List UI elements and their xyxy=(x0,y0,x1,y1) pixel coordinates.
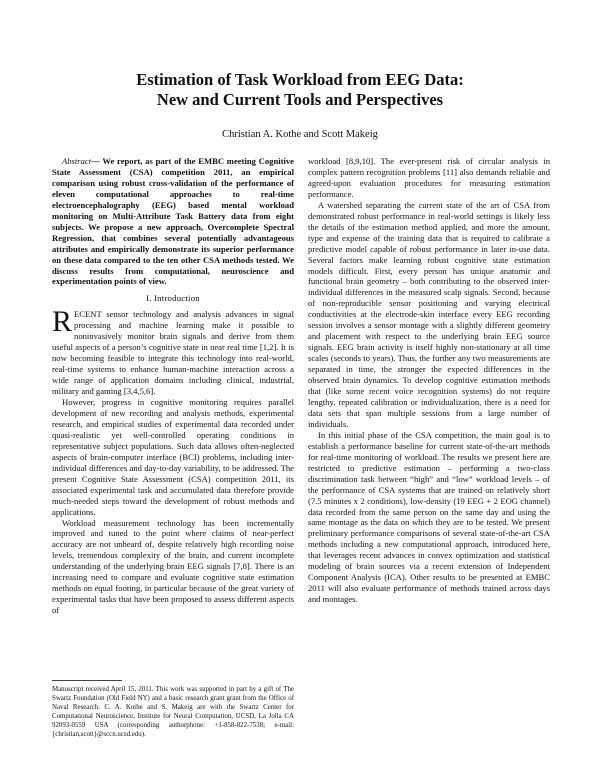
title-line-1: Estimation of Task Workload from EEG Data: xyxy=(136,70,464,89)
right-paragraph-1: workload [8,9,10]. The ever-present risk of circular analysis in complex pattern recognition problems [11] also demands reliable and agreed-upon evaluation procedures for measuring estimation performance. xyxy=(308,156,550,199)
abstract-label: Abstract xyxy=(62,156,92,166)
right-column xyxy=(308,156,550,605)
drop-cap: R xyxy=(52,305,73,339)
section-heading: I. Introduction xyxy=(146,293,200,304)
intro-paragraph-1 xyxy=(52,305,294,397)
footnote-rule xyxy=(52,680,122,681)
abstract-body: — We report, as part of the EMBC meeting Cognitive State Assessment (CSA) competition 2011, an empirical comparison using robust cross-validation of the performance of eleven computational approaches to real-time electroencephalography (EEG) based mental workload monitoring on Multi-Attribute Task Battery data from eight subjects. We propose a new approach, Overcomplete Spectral Regression, that combines several potentially advantageous attributes and empirically demonstrate its superior performance on these data compared to the ten other CSA methods tested. We discuss results from computational, neuroscience and experimentation points of view. xyxy=(52,156,294,287)
left-column xyxy=(52,156,294,616)
author-line: Christian A. Kothe and Scott Makeig xyxy=(222,129,378,140)
footnote: Manuscript received April 15, 2011. This work was supported in part by a gift of The Swartz Foundation (Old Field NY) and a basic research grant grant from the Office of Naval Research. C. A. Kothe and S. Makeig are with the Swartz Center for Computational Neuroscience, Institute for Neural Computation, UCSD, La Jolla CA 92093-0559 USA (corresponding authorphone: +1-858-822-7538; e-mail: {christian,scott}@sccn.ucsd.edu). xyxy=(52,686,294,738)
right-paragraph-3: In this initial phase of the CSA competition, the main goal is to establish a performance baseline for current state-of-the-art methods for real-time monitoring of workload. The results we present here are restricted to predictive estimation – performing a two-class discrimination task between “high” and “low” workload levels – of the performance of CSA systems that are trained on relatively short (7.5 minutes x 2 conditions), low-density (19 EEG + 2 EOG channel) data recorded from the same person on the same day and using the same montage as the data on which they are to be tested. We present preliminary performance comparisons of several state-of-the-art CSA methods including a new computational approach, introduced here, that leverages recent advances in convex optimization and statistical modeling of brain sources via a recent extension of Independent Component Analysis (ICA). Other results to be presented at EMBC 2011 will also evaluate performance of methods trained across days and montages. xyxy=(308,429,550,605)
abstract xyxy=(52,156,294,287)
intro-paragraph-2: However, progress in cognitive monitoring requires parallel development of new recording and analysis methods, experimental research, and empirical studies of experimental data recorded under quasi-realistic yet well-controlled operating conditions in representative subject populations. Such data allows often-neglected aspects of brain-computer interface (BCI) problems, including inter-individual differences and day-to-day variability, to be addressed. The present Cognitive State Assessment (CSA) competition 2011, its associated experimental task and accumulated data therefore provide much-needed steps toward the development of robust methods and applications. xyxy=(52,397,294,517)
intro-paragraph-3: Workload measurement technology has been incrementally improved and tuned to the point where claims of near-perfect accuracy are not unheard of, despite relatively high recording noise levels, tremendous complexity of the brain, and current incomplete understanding of the underlying brain EEG signals [7,8]. There is an increasing need to compare and evaluate cognitive state estimation methods on equal footing, in particular because of the great variety of experimental tasks that have been proposed to assess different aspects of xyxy=(52,517,294,616)
right-paragraph-2: A watershed separating the current state of the art of CSA from demonstrated robust performance in real-world settings is likely less the details of the estimation method applied, and more the amount, type and expense of the training data that is required to calibrate a predictive model capable of robust performance in later in-use data. Several factors make learning robust cognitive state estimation models difficult. First, every person has unique anatomic and functional brain geometry – both contributing to the observed inter-individual differences in the measured scalp signals. Second, because of non-reproducible sensor positioning and varying electrical conductivities at the electrode-skin interface every EEG recording session involves a sensor montage with a slightly different geometry and placement with respect to the underlying brain EEG source signals. EEG brain activity is itself highly non-stationary at all time scales (seconds to years). Thus, the further any two measurements are separated in time, the stronger the expected differences in the observed brain dynamics. To develop cognitive estimation methods that (like some recent voice recognition systems) do not require lengthy, repeated calibration or individualization, there is a need for data sets that span multiple sessions from a large number of individuals. xyxy=(308,199,550,429)
paper-title xyxy=(0,70,600,110)
title-line-2: New and Current Tools and Perspectives xyxy=(156,90,444,109)
intro-paragraph-1-text: ECENT sensor technology and analysis advances in signal processing and machine learning make it possible to noninvasively monitor brain signals and derive from them useful aspects of a person’s cognitive state in near real time [1,2]. It is now becoming feasible to integrate this technology into real-world, real-time systems to enhance human-machine interaction across a wide range of application domains including clinical, industrial, military and gaming [3,4,5,6]. xyxy=(52,309,294,397)
